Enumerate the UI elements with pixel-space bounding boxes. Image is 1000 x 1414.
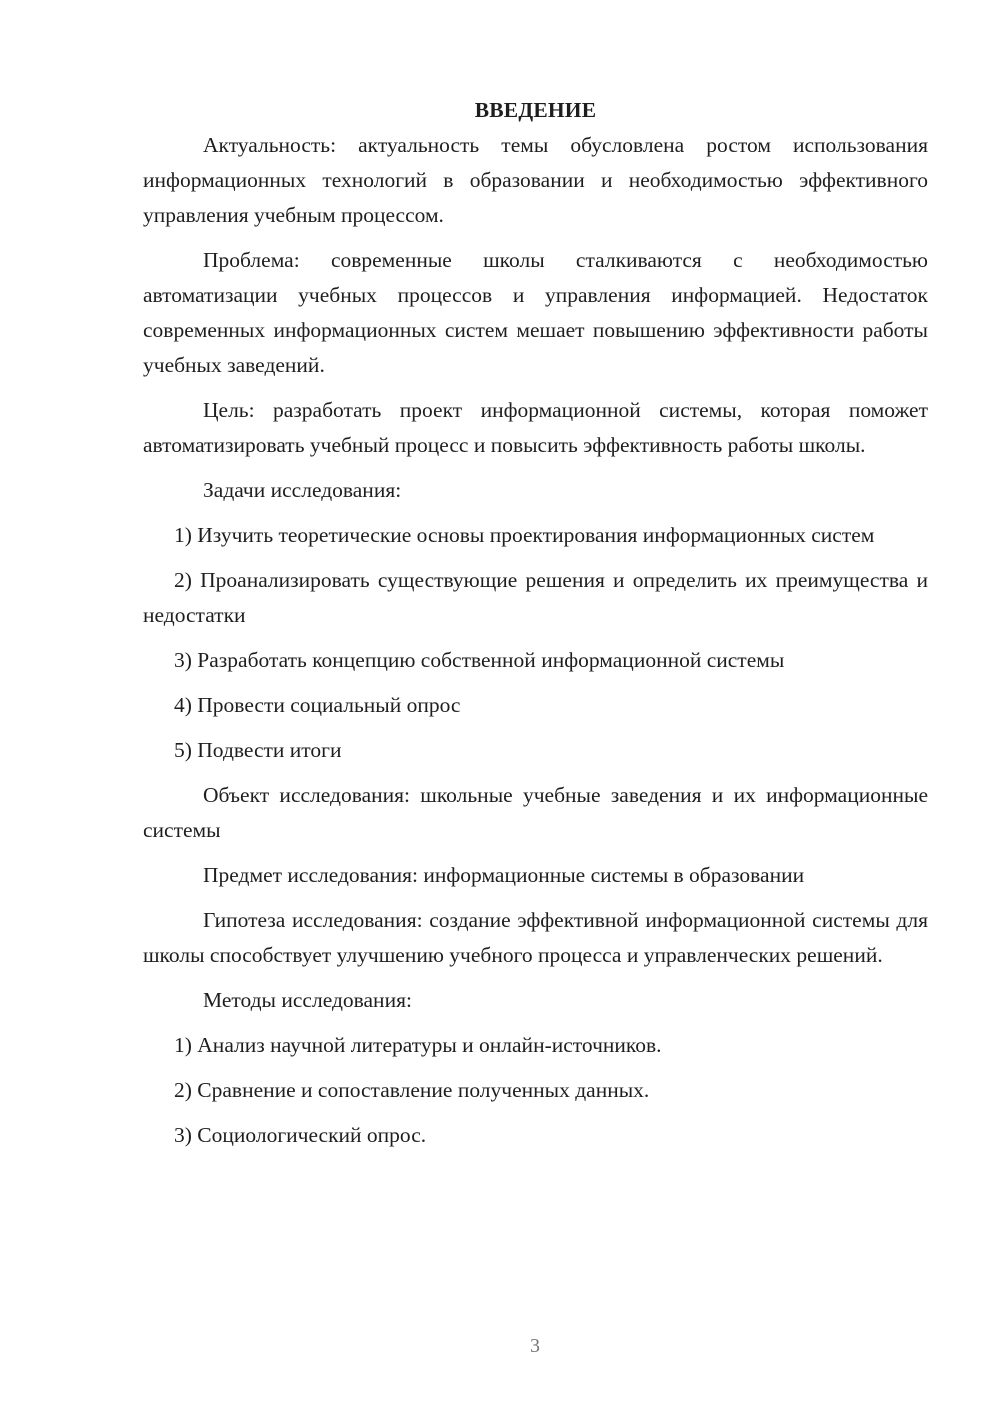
method-item: 3) Социологический опрос. bbox=[174, 1123, 427, 1147]
page-title: ВВЕДЕНИЕ bbox=[474, 98, 597, 122]
task-item: 3) Разработать концепцию собственной информационной системы bbox=[174, 648, 785, 672]
task-item: 1) Изучить теоретические основы проектирования информационных систем bbox=[174, 523, 875, 547]
page-number: 3 bbox=[530, 1335, 540, 1357]
object-paragraph: Объект исследования: школьные учебные заведения и их информационные системы bbox=[143, 783, 928, 842]
task-item: 2) Проанализировать существующие решения и определить их преимущества и недостатки bbox=[143, 568, 928, 627]
goal-paragraph: Цель: разработать проект информационной системы, которая поможет автоматизировать учебный процесс и повысить эффективность работы школы. bbox=[143, 398, 928, 457]
hypothesis-paragraph: Гипотеза исследования: создание эффективной информационной системы для школы способствует улучшению учебного процесса и управленческих решений. bbox=[143, 908, 928, 967]
method-item: 2) Сравнение и сопоставление полученных данных. bbox=[174, 1078, 650, 1102]
methods-heading: Методы исследования: bbox=[203, 988, 412, 1012]
page-content bbox=[143, 93, 928, 1163]
tasks-heading: Задачи исследования: bbox=[203, 478, 402, 502]
method-item: 1) Анализ научной литературы и онлайн-источников. bbox=[174, 1033, 662, 1057]
subject-paragraph: Предмет исследования: информационные системы в образовании bbox=[203, 863, 805, 887]
relevance-paragraph: Актуальность: актуальность темы обусловлена ростом использования информационных технологий в образовании и необходимостью эффективного управления учебным процессом. bbox=[143, 133, 928, 227]
task-item: 4) Провести социальный опрос bbox=[174, 693, 461, 717]
problem-paragraph: Проблема: современные школы сталкиваются с необходимостью автоматизации учебных процессов и управления информацией. Недостаток современных информационных систем мешает повышению эффективности работы учебных заведений. bbox=[143, 248, 928, 377]
task-item: 5) Подвести итоги bbox=[174, 738, 342, 762]
